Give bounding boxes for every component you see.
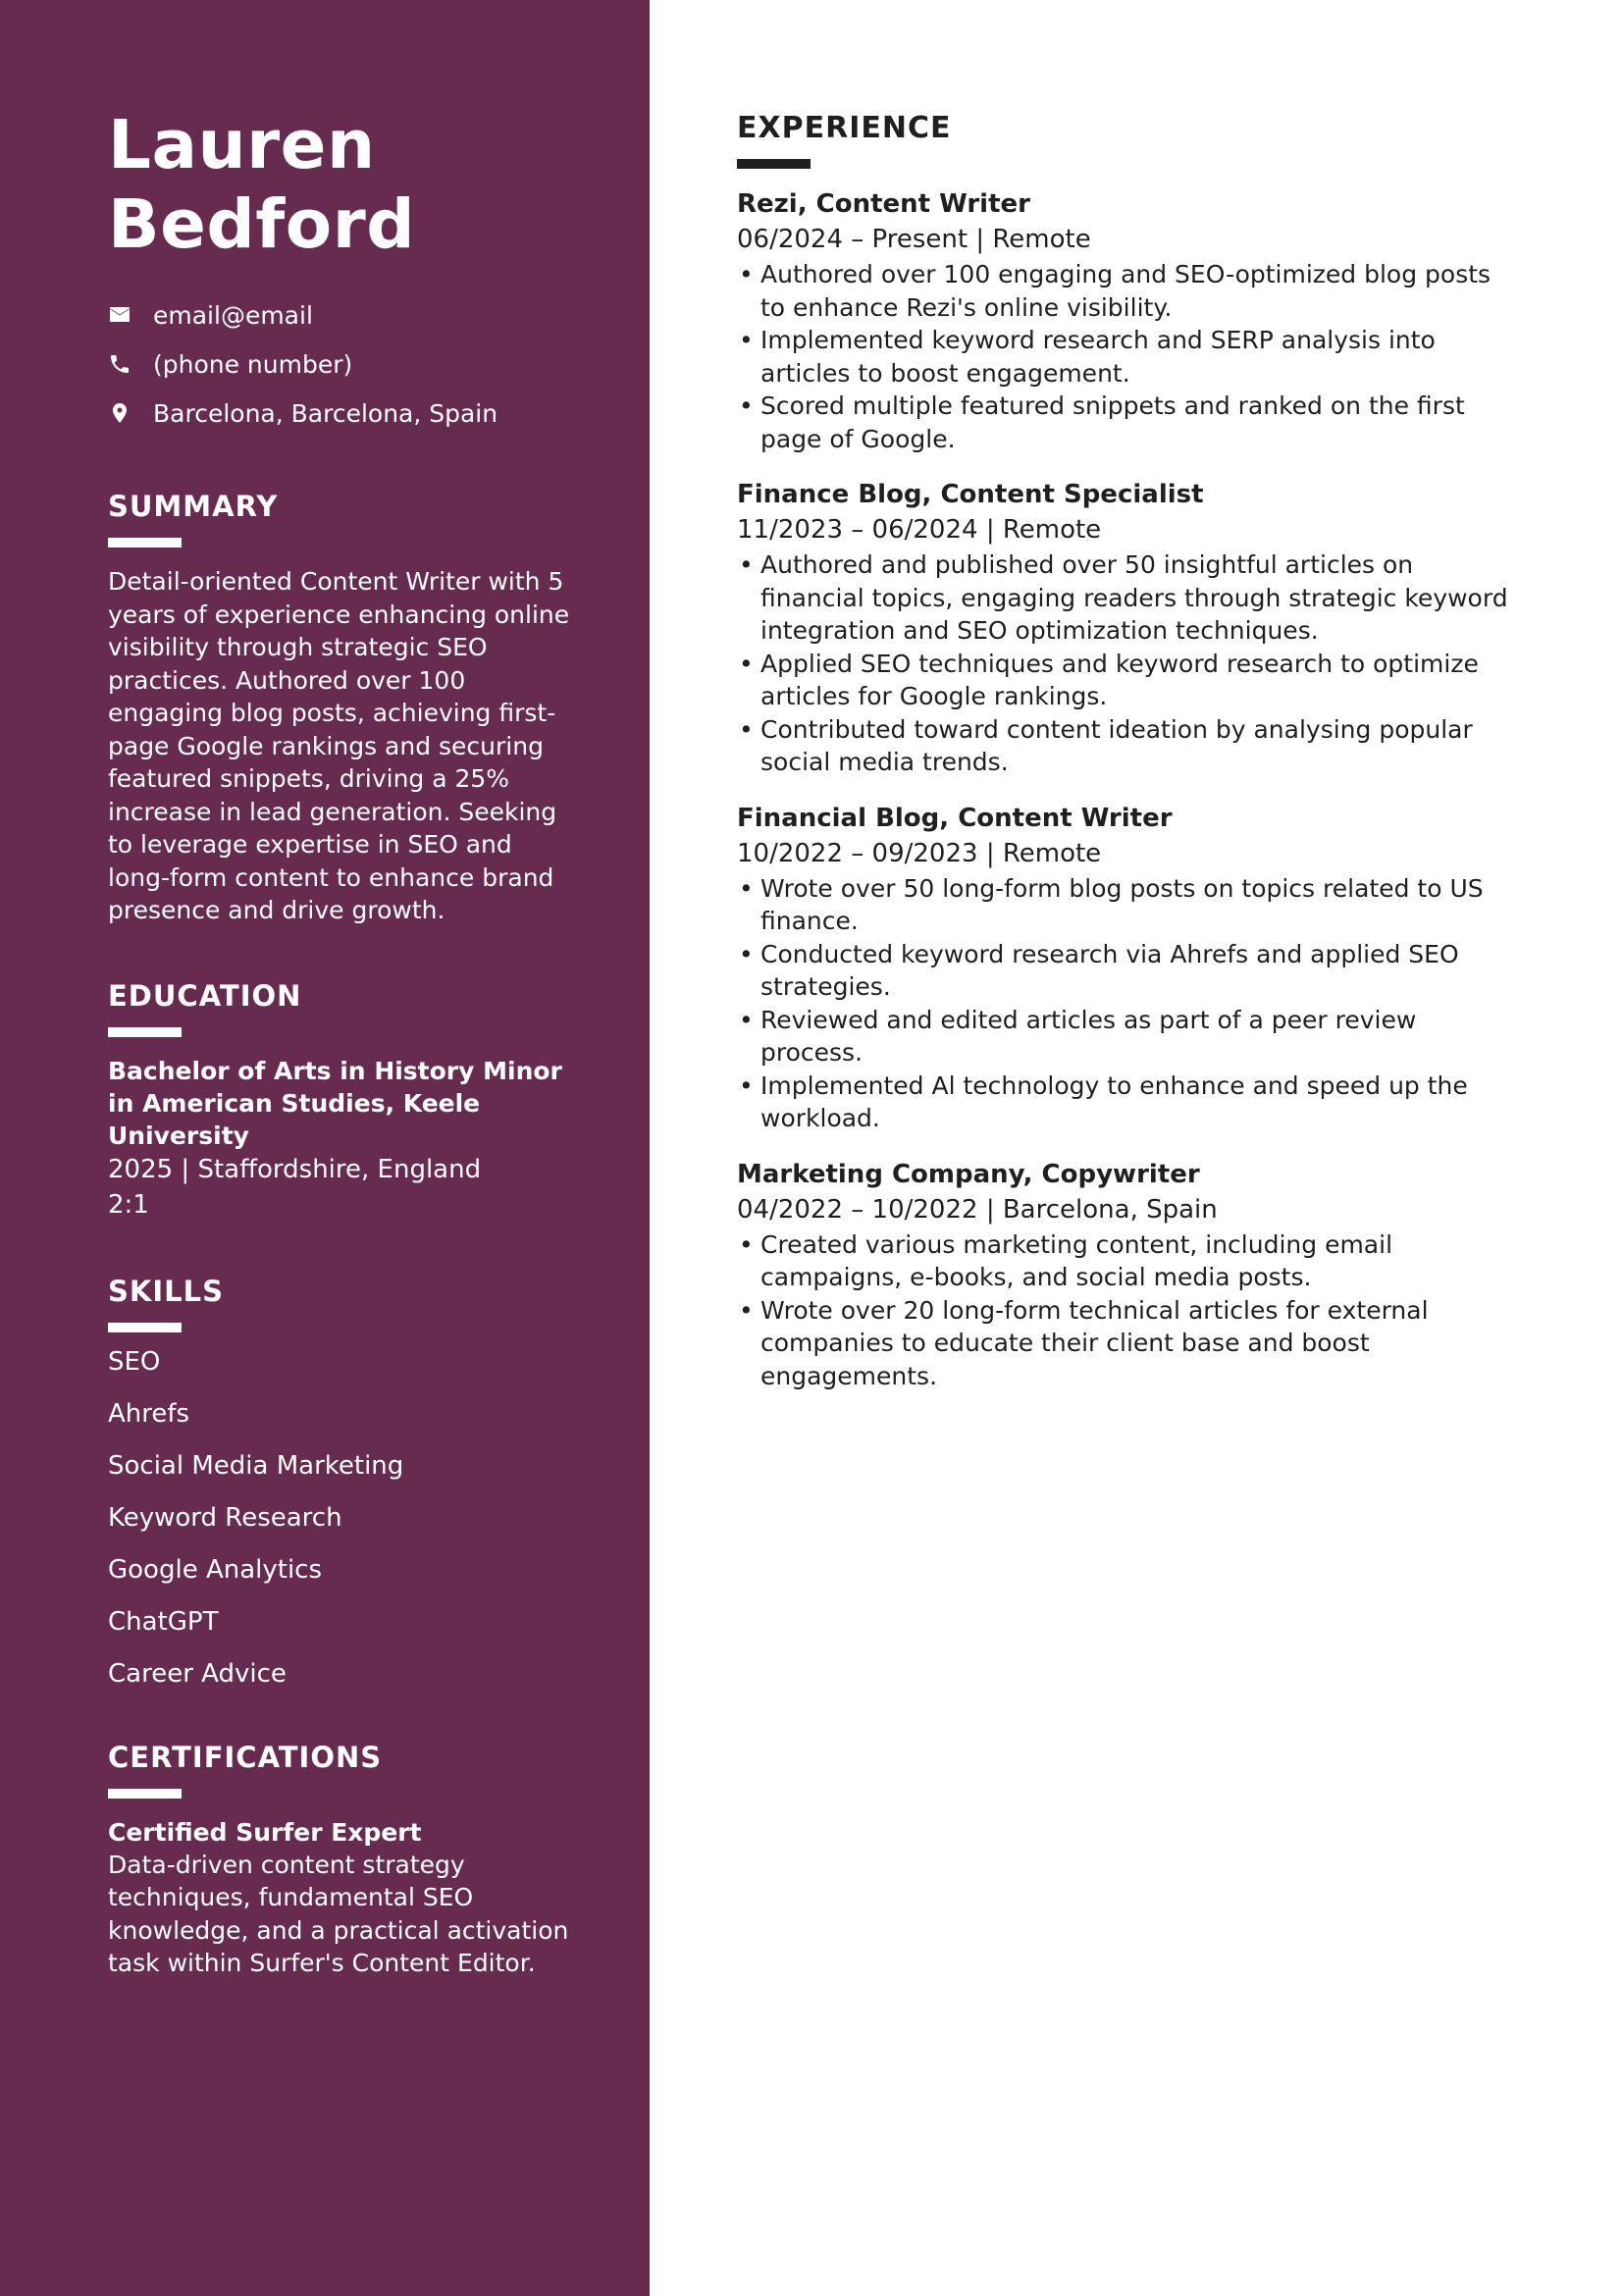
location-text: Barcelona, Barcelona, Spain: [153, 398, 498, 428]
heading-underline: [108, 1789, 182, 1799]
phone-text: (phone number): [153, 349, 353, 379]
heading-underline: [108, 1323, 182, 1332]
contact-email: [108, 290, 579, 339]
job-bullet: • Applied SEO techniques and keyword research to optimize articles for Google rankings.: [737, 648, 1522, 713]
last-name: Bedford: [108, 185, 416, 264]
job-bullet: • Created various marketing content, including email campaigns, e-books, and social media posts.: [737, 1228, 1522, 1294]
job-entry: [737, 801, 1522, 1135]
certifications-heading: CERTIFICATIONS: [108, 1740, 383, 1774]
education-degree: Bachelor of Arts in History Minor in American Studies, Keele University: [108, 1056, 562, 1150]
heading-underline: [108, 538, 182, 548]
contact-info: [108, 290, 579, 438]
job-title: Financial Blog, Content Writer: [737, 803, 1173, 833]
skills-heading: SKILLS: [108, 1274, 224, 1308]
job-title: Finance Blog, Content Specialist: [737, 480, 1204, 509]
certifications-section: [108, 1740, 579, 1980]
summary-section: [108, 489, 579, 927]
skills-section: [108, 1274, 579, 1700]
job-meta: 10/2022 – 09/2023 | Remote: [737, 838, 1102, 868]
first-name: Lauren: [108, 106, 376, 184]
job-bullet: • Wrote over 20 long-form technical articles for external companies to educate their client base and boost engagements.: [737, 1294, 1522, 1393]
education-details: 2025 | Staffordshire, England: [108, 1154, 482, 1184]
skill-item: Google Analytics: [108, 1554, 323, 1585]
education-heading: EDUCATION: [108, 978, 302, 1013]
job-bullets: [737, 872, 1522, 1135]
job-entry: [737, 1157, 1522, 1393]
email-text: email@email: [153, 300, 313, 330]
sidebar: [0, 0, 650, 2296]
job-title: Marketing Company, Copywriter: [737, 1159, 1200, 1189]
certification-description: Data-driven content strategy techniques, fundamental SEO knowledge, and a practical activation task within Surfer's Content Editor.: [108, 1850, 569, 1977]
heading-underline: [737, 159, 811, 169]
job-bullet: • Implemented keyword research and SERP analysis into articles to boost engagement.: [737, 324, 1522, 390]
job-entry: [737, 477, 1522, 779]
job-bullet: • Contributed toward content ideation by analysing popular social media trends.: [737, 713, 1522, 779]
heading-underline: [108, 1027, 182, 1037]
skill-item: Ahrefs: [108, 1398, 190, 1429]
certification-name: Certified Surfer Expert: [108, 1817, 422, 1847]
contact-phone: [108, 339, 579, 389]
job-bullets: [737, 258, 1522, 455]
job-bullet: • Implemented Al technology to enhance and speed up the workload.: [737, 1070, 1522, 1135]
job-bullets: [737, 548, 1522, 779]
envelope-icon: [108, 303, 131, 327]
skill-item: ChatGPT: [108, 1606, 219, 1637]
skill-item: Keyword Research: [108, 1502, 342, 1533]
main-content: [737, 110, 1522, 1414]
phone-icon: [108, 352, 131, 376]
job-entry: [737, 186, 1522, 455]
summary-text: Detail-oriented Content Writer with 5 years of experience enhancing online visibility through strategic SEO practices. Authored over 100 engaging blog posts, achieving first-page Google rankings and securing featured snippets, driving a 25% increase in lead generation. Seeking to leverage expertise in SEO and long-form content to enhance brand presence and drive growth.: [108, 567, 570, 924]
job-meta: 06/2024 – Present | Remote: [737, 225, 1091, 254]
job-meta: 04/2022 – 10/2022 | Barcelona, Spain: [737, 1194, 1218, 1225]
experience-heading: EXPERIENCE: [737, 111, 952, 145]
skill-item: SEO: [108, 1346, 161, 1377]
job-title: Rezi, Content Writer: [737, 189, 1030, 219]
summary-heading: SUMMARY: [108, 490, 279, 523]
location-pin-icon: [108, 401, 131, 425]
job-bullet: • Authored and published over 50 insightful articles on financial topics, engaging readers through strategic keyword integration and SEO optimization techniques.: [737, 548, 1522, 648]
job-meta: 11/2023 – 06/2024 | Remote: [737, 515, 1102, 545]
candidate-name: [108, 106, 579, 265]
job-bullets: [737, 1228, 1522, 1393]
education-grade: 2:1: [108, 1189, 149, 1220]
job-bullet: • Scored multiple featured snippets and ranked on the first page of Google.: [737, 390, 1522, 455]
job-bullet: • Reviewed and edited articles as part of a peer review process.: [737, 1004, 1522, 1070]
contact-location: [108, 389, 579, 438]
job-bullet: • Wrote over 50 long-form blog posts on topics related to US finance.: [737, 872, 1522, 938]
job-bullet: • Conducted keyword research via Ahrefs and applied SEO strategies.: [737, 938, 1522, 1004]
education-section: [108, 978, 579, 1223]
job-bullet: • Authored over 100 engaging and SEO-optimized blog posts to enhance Rezi's online visibility.: [737, 258, 1522, 324]
skill-item: Social Media Marketing: [108, 1450, 404, 1481]
skill-item: Career Advice: [108, 1658, 287, 1689]
